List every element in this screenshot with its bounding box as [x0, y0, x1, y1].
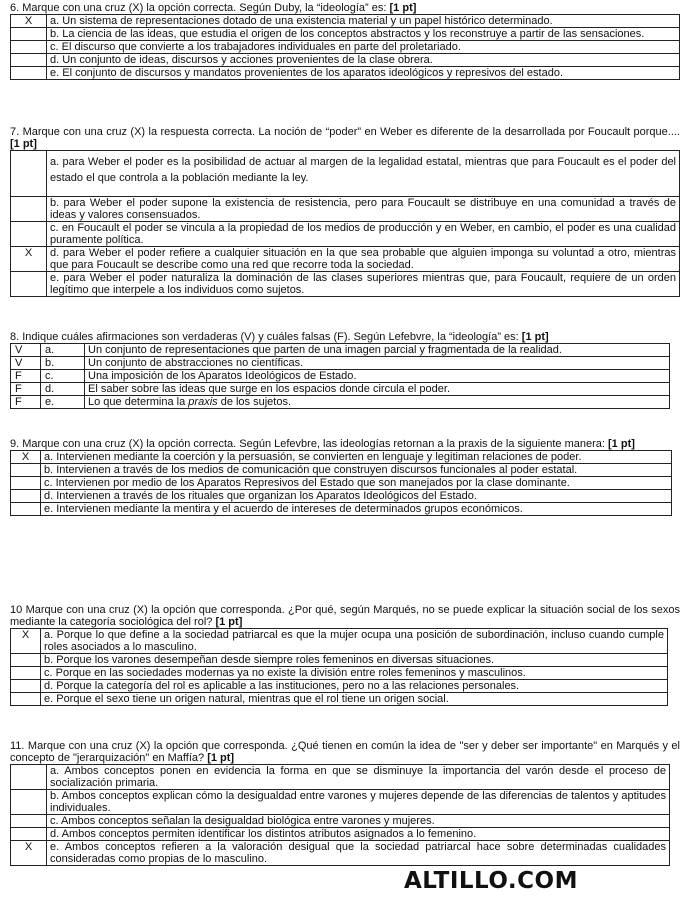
option-text: b. para Weber el poder supone la existencia de resistencia, pero para Foucault se distribuye en una comunidad a través de ideas y valores consensuados. — [47, 197, 680, 222]
question-8 — [10, 331, 680, 409]
option-letter: e. — [41, 396, 85, 409]
option-text: Un conjunto de representaciones que parten de una imagen parcial y fragmentada de la realidad. — [85, 344, 670, 357]
question-10-options — [10, 628, 668, 706]
option-row — [11, 222, 680, 247]
option-row — [11, 490, 672, 503]
option-text: d. para Weber el poder refiere a cualquier situación en la que sea probable que alguien imponga su voluntad a otro, mientras que para Foucault se describe como una red que recorre toda la sociedad. — [47, 247, 680, 272]
answer-mark[interactable] — [11, 490, 41, 503]
option-text: a. Porque lo que define a la sociedad patriarcal es que la mujer ocupa una posición de subordinación, incluso cuando cumple roles asociados a lo masculino. — [41, 629, 668, 654]
option-row — [11, 396, 670, 409]
answer-mark[interactable]: V — [11, 344, 41, 357]
answer-mark[interactable] — [11, 765, 47, 790]
question-6-points: [1 pt] — [389, 2, 417, 14]
question-7-options — [10, 150, 680, 297]
option-text: Lo que determina la praxis de los sujetos. — [85, 396, 670, 409]
option-text: c. Intervienen por medio de los Aparatos Represivos del Estado que son manejados por la clase dominante. — [41, 477, 672, 490]
answer-mark[interactable] — [11, 815, 47, 828]
answer-mark[interactable] — [11, 503, 41, 516]
option-row — [11, 680, 668, 693]
option-text: a. Intervienen mediante la coerción y la persuasión, se convierten en lenguaje y legitiman relaciones de poder. — [41, 451, 672, 464]
option-text: e. Intervienen mediante la mentira y el acuerdo de intereses de determinados grupos económicos. — [41, 503, 672, 516]
option-text: b. La ciencia de las ideas, que estudia el origen de los conceptos abstractos y los reconstruye a partir de las sensaciones. — [47, 28, 680, 41]
answer-mark[interactable] — [11, 477, 41, 490]
question-6-prompt: 6. Marque con una cruz (X) la opción correcta. Según Duby, la “ideología” es: [1 pt] — [10, 2, 417, 14]
answer-mark[interactable] — [11, 464, 41, 477]
question-11 — [10, 740, 680, 866]
option-row — [11, 344, 670, 357]
answer-mark[interactable] — [11, 54, 47, 67]
option-row — [11, 41, 680, 54]
answer-mark[interactable]: X — [11, 629, 41, 654]
option-text: d. Ambos conceptos permiten identificar los distintos atributos asignados a lo femenino. — [47, 828, 670, 841]
answer-mark[interactable]: X — [11, 15, 47, 28]
option-text: c. en Foucault el poder se vincula a la propiedad de los medios de producción y en Weber, en cambio, el poder es una cualidad puramente política. — [47, 222, 680, 247]
question-9-prompt: 9. Marque con una cruz (X) la opción correcta. Según Lefevbre, las ideologías retornan a la praxis de la siguiente manera: [1 pt] — [10, 438, 635, 450]
question-6 — [10, 2, 680, 80]
option-text: e. Ambos conceptos refieren a la valoración desigual que la sociedad patriarcal hace sobre determinadas cualidades consideradas como propias de lo masculino. — [47, 841, 670, 866]
option-text: Un conjunto de abstracciones no científicas. — [85, 357, 670, 370]
answer-mark[interactable] — [11, 222, 47, 247]
option-row — [11, 667, 668, 680]
question-8-prompt: 8. Indique cuáles afirmaciones son verdaderas (V) y cuáles falsas (F). Según Lefebvre, la “ideología” es: [1 pt] — [10, 331, 549, 343]
option-row — [11, 477, 672, 490]
option-text: e. Porque el sexo tiene un origen natural, mientras que el rol tiene un origen social. — [41, 693, 668, 706]
answer-mark[interactable] — [11, 828, 47, 841]
question-8-points: [1 pt] — [521, 331, 549, 343]
question-7-points: [1 pt] — [10, 138, 37, 150]
question-6-options — [10, 14, 680, 80]
option-row — [11, 15, 680, 28]
answer-mark[interactable] — [11, 28, 47, 41]
option-row — [11, 828, 670, 841]
option-row — [11, 790, 670, 815]
option-text: d. Un conjunto de ideas, discursos y acciones provenientes de la clase obrera. — [47, 54, 680, 67]
answer-mark[interactable] — [11, 67, 47, 80]
option-row — [11, 629, 668, 654]
answer-mark[interactable] — [11, 693, 41, 706]
option-row — [11, 370, 670, 383]
answer-mark[interactable] — [11, 680, 41, 693]
option-row — [11, 357, 670, 370]
option-row — [11, 451, 672, 464]
question-9 — [10, 438, 680, 516]
option-row — [11, 54, 680, 67]
option-text: d. Porque la categoría del rol es aplicable a las instituciones, pero no a las relaciones personales. — [41, 680, 668, 693]
answer-mark[interactable] — [11, 272, 47, 297]
answer-mark[interactable]: F — [11, 396, 41, 409]
answer-mark[interactable] — [11, 197, 47, 222]
option-text: d. Intervienen a través de los rituales que organizan los Aparatos Ideológicos del Estado. — [41, 490, 672, 503]
option-text: b. Ambos conceptos explican cómo la desigualdad entre varones y mujeres depende de las diferencias de talentos y aptitudes individuales. — [47, 790, 670, 815]
option-row — [11, 272, 680, 297]
question-9-points: [1 pt] — [608, 438, 635, 450]
option-row — [11, 197, 680, 222]
option-letter: c. — [41, 370, 85, 383]
answer-mark[interactable]: X — [11, 451, 41, 464]
option-text: e. para Weber el poder naturaliza la dominación de las clases superiores mientras que, para Foucault, requiere de un orden legítimo que interpele a los individuos como sujetos. — [47, 272, 680, 297]
question-9-options — [10, 450, 672, 516]
answer-mark[interactable]: F — [11, 383, 41, 396]
answer-mark[interactable] — [11, 667, 41, 680]
option-row — [11, 28, 680, 41]
option-letter: a. — [41, 344, 85, 357]
answer-mark[interactable] — [11, 790, 47, 815]
question-10 — [10, 604, 680, 706]
answer-mark[interactable] — [11, 151, 47, 197]
answer-mark[interactable]: X — [11, 247, 47, 272]
option-row — [11, 151, 680, 197]
question-7-prompt: 7. Marque con una cruz (X) la respuesta correcta. La noción de “poder” en Weber es diferente de la desarrollada por Foucault porque.... [1 pt] — [10, 126, 680, 150]
answer-mark[interactable]: F — [11, 370, 41, 383]
option-text: a. Ambos conceptos ponen en evidencia la forma en que se disminuye la importancia del varón desde el proceso de socialización primaria. — [47, 765, 670, 790]
option-row — [11, 247, 680, 272]
option-row — [11, 654, 668, 667]
question-11-prompt: 11. Marque con una cruz (X) la opción que corresponda. ¿Qué tienen en común la idea de "ser y deber ser importante" en Marqués y el concepto de "jerarquización" en Maffía? [1 pt] — [10, 740, 680, 764]
option-text: b. Intervienen a través de los medios de comunicación que construyen discursos funcionales al poder estatal. — [41, 464, 672, 477]
question-8-options — [10, 343, 670, 409]
answer-mark[interactable]: X — [11, 841, 47, 866]
question-10-points: [1 pt] — [215, 616, 243, 628]
option-text: c. El discurso que convierte a los trabajadores individuales en parte del proletariado. — [47, 41, 680, 54]
answer-mark[interactable] — [11, 41, 47, 54]
altillo-watermark-logo: ALTILLO.COM — [404, 868, 578, 894]
option-text: c. Ambos conceptos señalan la desigualdad biológica entre varones y mujeres. — [47, 815, 670, 828]
option-text: b. Porque los varones desempeñan desde siempre roles femeninos en diversas situaciones. — [41, 654, 668, 667]
question-7 — [10, 126, 680, 297]
option-row — [11, 815, 670, 828]
option-row — [11, 383, 670, 396]
answer-mark[interactable] — [11, 654, 41, 667]
option-text: e. El conjunto de discursos y mandatos provenientes de los aparatos ideológicos y represivos del estado. — [47, 67, 680, 80]
option-text: a. Un sistema de representaciones dotado de una existencia material y un papel histórico determinado. — [47, 15, 680, 28]
option-letter: b. — [41, 357, 85, 370]
option-row — [11, 503, 672, 516]
question-11-points: [1 pt] — [207, 752, 235, 764]
option-row — [11, 67, 680, 80]
option-letter: d. — [41, 383, 85, 396]
option-text: Una imposición de los Aparatos Ideológicos de Estado. — [85, 370, 670, 383]
answer-mark[interactable]: V — [11, 357, 41, 370]
option-text: c. Porque en las sociedades modernas ya no existe la división entre roles femeninos y masculinos. — [41, 667, 668, 680]
option-row — [11, 693, 668, 706]
option-row — [11, 841, 670, 866]
question-10-prompt: 10 Marque con una cruz (X) la opción que corresponda. ¿Por qué, según Marqués, no se puede explicar la situación social de los sexos mediante la categoría sociológica del rol? [1 pt] — [10, 604, 680, 628]
option-row — [11, 464, 672, 477]
option-text: El saber sobre las ideas que surge en los espacios donde circula el poder. — [85, 383, 670, 396]
option-text: a. para Weber el poder es la posibilidad de actuar al margen de la legalidad estatal, mientras que para Foucault es el poder del estado el que controla a la población mediante la ley. — [47, 151, 680, 197]
option-row — [11, 765, 670, 790]
question-11-options — [10, 764, 670, 866]
